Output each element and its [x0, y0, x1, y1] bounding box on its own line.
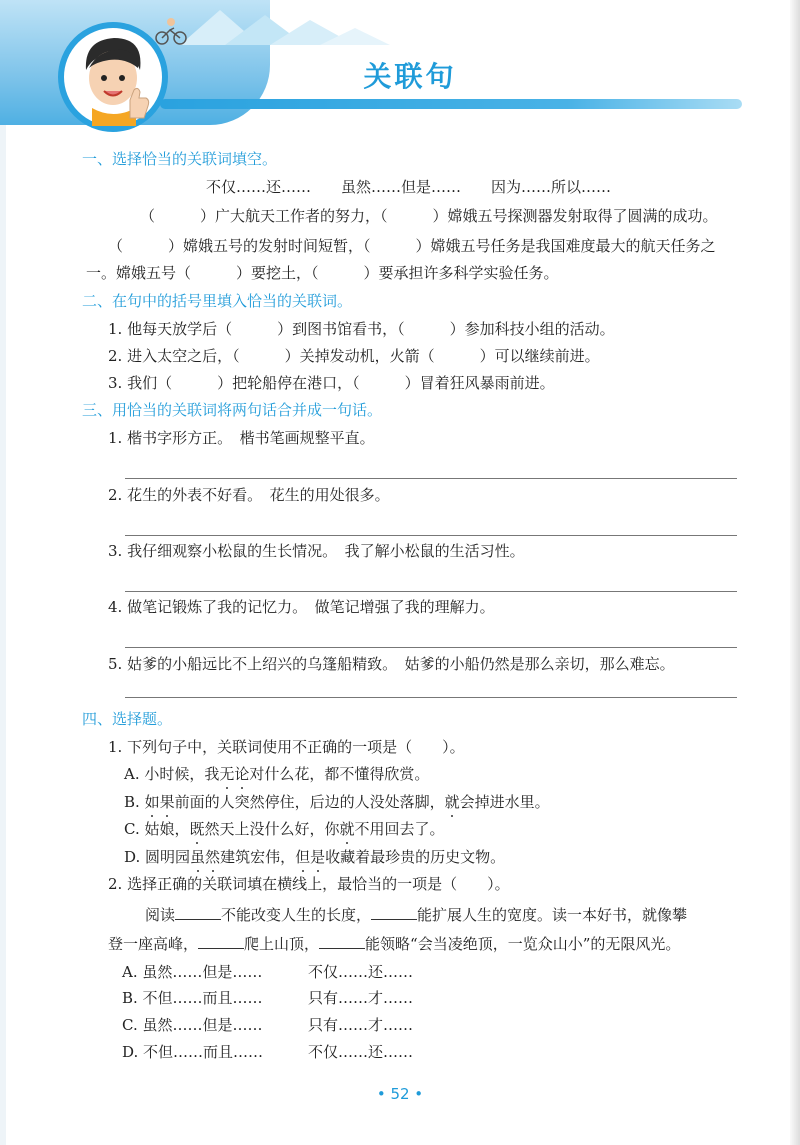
q1-option-b-text: 前面的人突然停住，后边的人没处落脚， [174, 793, 445, 811]
section-1-line-2: （ ）嫦娥五号的发射时间短暂，（ ）嫦娥五号任务是我国难度最大的航天任务之 [108, 237, 716, 255]
q1-option-a-text: 对什么花，都不懂得欣赏。 [249, 765, 430, 783]
section-2-title: 二、在句中的括号里填入恰当的关联词。 [82, 292, 353, 310]
page-number: • 52 • [376, 1085, 424, 1103]
section-1-line-1: （ ）广大航天工作者的努力，（ ）嫦娥五号探测器发射取得了圆满的成功。 [140, 207, 718, 225]
emphasis-char: 既 [189, 820, 205, 838]
q2-passage-line-2 [108, 934, 680, 954]
q2-passage-text: 登一座高峰， [108, 935, 199, 953]
section-4-title: 四、选择题。 [82, 710, 173, 728]
q2-option-c-right: 只有……才…… [308, 1016, 414, 1034]
section-3-item-4: 4. 做笔记锻炼了我的记忆力。 做笔记增强了我的理解力。 [108, 598, 495, 616]
section-3-item-5: 5. 姑爹的小船远比不上绍兴的乌篷船精致。 姑爹的小船仍然是那么亲切，那么难忘。 [108, 655, 675, 673]
section-3-item-2: 2. 花生的外表不好看。 花生的用处很多。 [108, 486, 390, 504]
q2-passage-text: 爬上山顶， [244, 935, 320, 953]
q2-passage-text: 阅读 [145, 906, 176, 924]
answer-line-1[interactable] [125, 478, 737, 479]
header-banner [0, 0, 800, 130]
fill-blank[interactable] [319, 934, 365, 949]
answer-line-4[interactable] [125, 647, 737, 648]
page-binding-shadow [790, 0, 800, 1145]
emphasis-char: 就 [339, 820, 355, 838]
fill-blank[interactable] [198, 934, 244, 949]
q1-option-b-text: B. [124, 793, 145, 811]
q1-option-b[interactable] [124, 792, 550, 812]
emphasis-char: 如 [144, 793, 160, 811]
q1-option-d[interactable] [124, 847, 505, 867]
q1-stem: 1. 下列句子中，关联词使用不正确的一项是（ ）。 [108, 738, 465, 756]
section-3-title: 三、用恰当的关联词将两句话合并成一句话。 [82, 401, 383, 419]
q1-option-d-text: D. 圆明园 [124, 848, 191, 866]
q1-option-a-text: A. 小时候，我 [124, 765, 220, 783]
q2-option-b-left[interactable]: B. 不但……而且…… [122, 989, 263, 1007]
q2-passage-text: 不能改变人生的长度， [221, 906, 372, 924]
q1-option-d-text: 建筑宏伟， [220, 848, 296, 866]
q2-stem: 2. 选择正确的关联词填在横线上，最恰当的一项是（ ）。 [108, 875, 510, 893]
q2-option-c-left[interactable]: C. 虽然……但是…… [122, 1016, 263, 1034]
emphasis-char: 虽 [190, 848, 206, 866]
emphasis-char: 然 [205, 848, 221, 866]
q2-passage-text: 能扩展人生的宽度。读一本好书，就像攀 [417, 906, 688, 924]
emphasis-char: 果 [159, 793, 175, 811]
q2-option-a-left[interactable]: A. 虽然……但是…… [122, 963, 263, 981]
q1-option-c[interactable] [124, 819, 445, 839]
q2-passage-text: 能领略“会当凌绝顶，一览众山小”的无限风光。 [365, 935, 681, 953]
boy-thumbs-up-icon [64, 28, 162, 126]
emphasis-char: 但 [295, 848, 311, 866]
emphasis-char: 是 [310, 848, 326, 866]
section-2-item-3: 3. 我们（ ）把轮船停在港口，（ ）冒着狂风暴雨前进。 [108, 374, 555, 392]
section-3-item-1: 1. 楷书字形方正。 楷书笔画规整平直。 [108, 429, 375, 447]
q1-option-c-text: C. 姑娘， [124, 820, 190, 838]
answer-line-5[interactable] [125, 697, 737, 698]
emphasis-char: 无 [219, 765, 235, 783]
q2-option-a-right: 不仅……还…… [308, 963, 414, 981]
emphasis-char: 就 [444, 793, 460, 811]
title-underline-bar [160, 99, 742, 109]
q2-passage-line-1 [145, 905, 687, 925]
q1-option-a[interactable] [124, 764, 429, 784]
section-3-item-3: 3. 我仔细观察小松鼠的生长情况。 我了解小松鼠的生活习性。 [108, 542, 525, 560]
page-edge [0, 0, 6, 1145]
q2-option-d-right: 不仅……还…… [308, 1043, 414, 1061]
q2-option-d-left[interactable]: D. 不但……而且…… [122, 1043, 264, 1061]
q1-option-c-text: 然天上没什么好，你 [204, 820, 340, 838]
section-2-item-2: 2. 进入太空之后，（ ）关掉发动机，火箭（ ）可以继续前进。 [108, 347, 600, 365]
emphasis-char: 论 [234, 765, 250, 783]
fill-blank[interactable] [175, 905, 221, 920]
section-1-title: 一、选择恰当的关联词填空。 [82, 150, 278, 168]
section-1-options: 不仅……还…… 虽然……但是…… 因为……所以…… [206, 178, 612, 196]
answer-line-3[interactable] [125, 591, 737, 592]
answer-line-2[interactable] [125, 535, 737, 536]
q1-option-d-text: 收藏着最珍贵的历史文物。 [325, 848, 506, 866]
q1-option-c-text: 不用回去了。 [354, 820, 445, 838]
section-2-item-1: 1. 他每天放学后（ ）到图书馆看书，（ ）参加科技小组的活动。 [108, 320, 615, 338]
fill-blank[interactable] [371, 905, 417, 920]
q1-option-b-text: 会掉进水里。 [459, 793, 550, 811]
mountain-bicycle-decoration [140, 0, 440, 55]
page-title: 关联句 [363, 60, 457, 93]
section-1-line-3: 一。嫦娥五号（ ）要挖土，（ ）要承担许多科学实验任务。 [86, 264, 559, 282]
q2-option-b-right: 只有……才…… [308, 989, 414, 1007]
